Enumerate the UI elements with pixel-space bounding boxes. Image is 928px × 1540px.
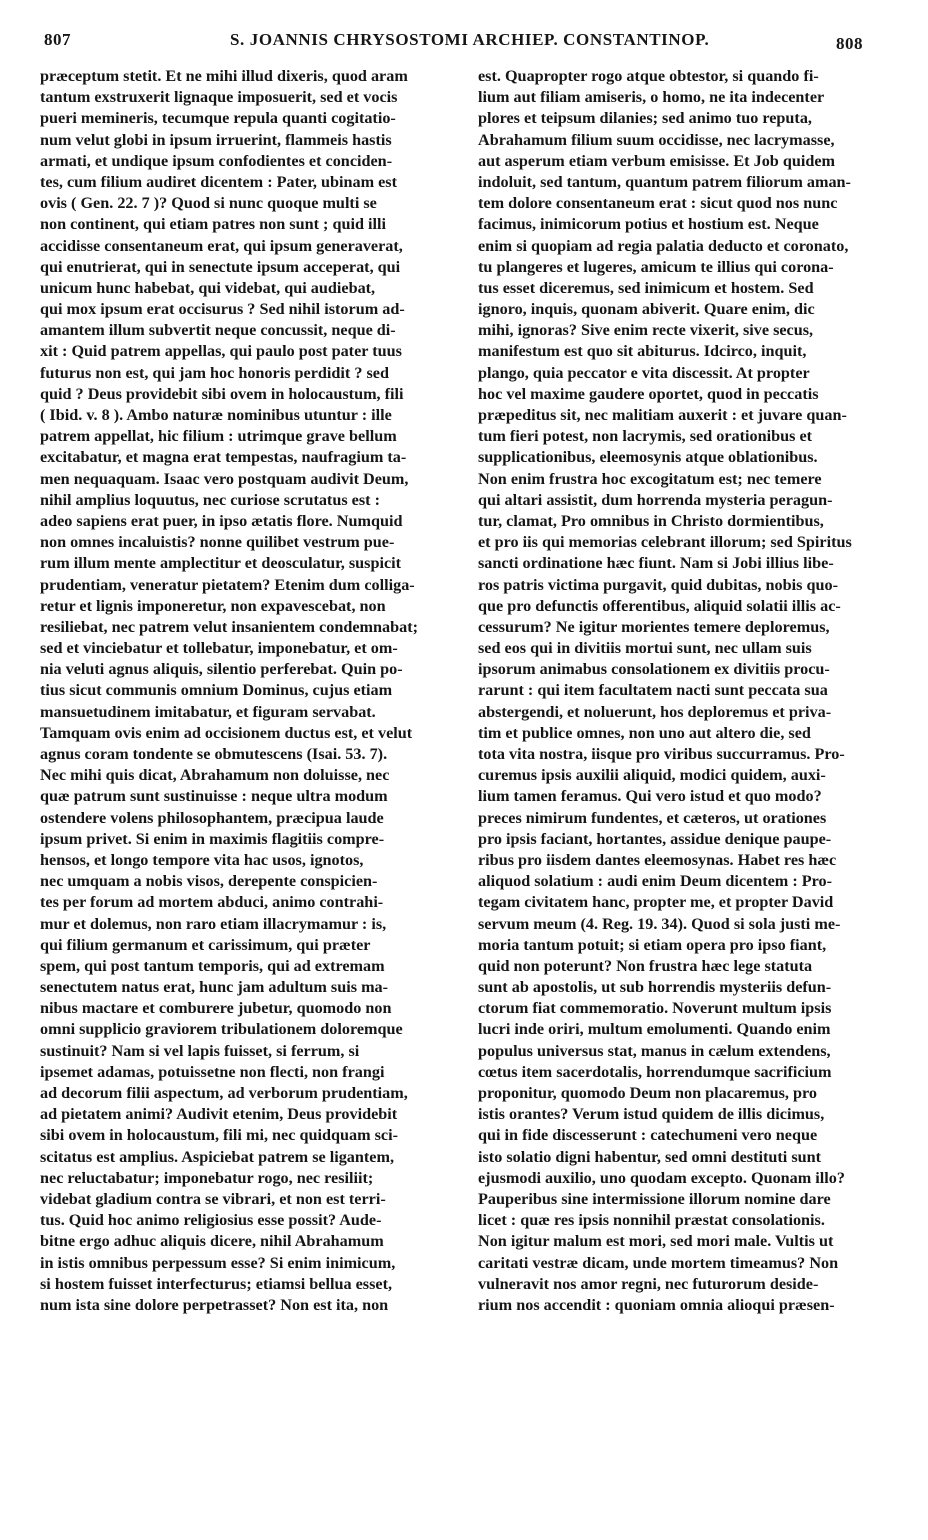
text-line: pueri memineris, tecumque repula quanti cogitatio- [40, 109, 396, 128]
text-line: hoc vel maxime gaudere oportet, quod in peccatis [478, 384, 819, 403]
text-line: abstergendi, et noluerunt, hos deploremus et priva- [478, 702, 832, 721]
text-line: tes per forum ad mortem abduci, animo contrahi- [40, 893, 384, 912]
text-line: preces nimirum fundentes, et cæteros, ut orationes [478, 808, 827, 827]
text-line: prudentiam, veneratur pietatem? Etenim dum colliga- [40, 575, 415, 594]
text-line: ipsorum animabus consolationem ex divitiis procu- [478, 660, 830, 679]
text-line: tantum exstruxerit lignaque imposuerit, sed et vocis [40, 88, 398, 107]
text-line: ros patris victima purgavit, quid dubitas, nobis quo- [478, 575, 838, 594]
text-line: facimus, inimicorum potius et hostium est. Neque [478, 215, 819, 234]
text-line: supplicationibus, eleemosynis atque oblationibus. [478, 448, 818, 467]
text-line: nihil amplius loquutus, nec curiose scrutatus est : [40, 490, 380, 509]
text-line: men nequaquam. Isaac vero postquam audivit Deum, [40, 469, 409, 488]
text-line: ad pietatem animi? Audivit etenim, Deus providebit [40, 1105, 398, 1124]
text-line: est. Quapropter rogo atque obtestor, si quando fi- [478, 67, 819, 85]
text-line: ejusmodi auxilio, uno quodam excepto. Quonam illo? [478, 1168, 845, 1187]
text-line: istis orantes? Verum istud quidem de illis dicimus, [478, 1105, 825, 1124]
text-line: nibus mactare et comburere jubetur, quomodo non [40, 999, 392, 1018]
text-line: sibi ovem in holocaustum, fili mi, nec quidquam sci- [40, 1126, 398, 1145]
text-line: quid ? Deus providebit sibi ovem in holocaustum, fili [40, 384, 404, 403]
text-line: tegam civitatem hanc, propter me, et propter David [478, 893, 834, 912]
text-line: mihi, ignoras? Sive enim recte vixerit, sive secus, [478, 321, 814, 340]
text-line: excitabatur, et magna erat tempestas, naufragium ta- [40, 448, 407, 467]
text-line: accidisse consentaneum erat, qui ipsum generaverat, [40, 236, 403, 255]
text-line: aliquod solatium : audi enim Deum dicentem : Pro- [478, 872, 833, 891]
text-line: tus esset diceremus, sed inimicum et hostem. Sed [478, 278, 814, 297]
text-line: unicum hunc habebat, qui videbat, qui audiebat, [40, 278, 376, 297]
text-line: que pro defunctis offerentibus, aliquid solatii illis ac- [478, 596, 841, 615]
text-line: tim et publice omnes, non uno aut altero die, sed [478, 723, 811, 742]
text-line: Tamquam ovis enim ad occisionem ductus est, et velut [40, 723, 413, 742]
text-line: tus. Quid hoc animo religiosius esse possit? Aude- [40, 1211, 382, 1230]
text-line: num ista sine dolore perpetrasset? Non est ita, non [40, 1295, 389, 1314]
text-line: tu plangeres et lugeres, amicum te illius qui corona- [478, 257, 834, 276]
text-line: isto solatio digni habentur, sed omni destituti sunt [478, 1147, 822, 1166]
text-line: retur et lignis imponeretur, non expavescebat, non [40, 596, 386, 615]
text-line: agnus coram tondente se obmutescens (Isai. 53. 7). [40, 745, 388, 763]
text-column-right [478, 66, 888, 1316]
page-number-right: 808 [836, 34, 863, 53]
text-line: armati, et undique ipsum confodientes et conciden- [40, 151, 393, 170]
text-line: tum fieri potest, non lacrymis, sed orationibus et [478, 427, 813, 446]
text-line: nec umquam a nobis visos, derepente conspicien- [40, 872, 378, 891]
text-line: ctorum fiat commemoratio. Noverunt multum ipsis [478, 999, 832, 1018]
text-line: ostendere volens philosophantem, præcipua laude [40, 808, 384, 827]
text-line: ad decorum filii aspectum, ad verborum prudentiam, [40, 1084, 408, 1102]
text-line: curemus ipsis auxilii aliquid, modici quidem, auxi- [478, 766, 826, 785]
text-line: quæ patrum sunt sustinuisse : neque ultra modum [40, 787, 388, 806]
text-line: tem dolore consentaneum erat : sicut quod nos nunc [478, 194, 838, 213]
text-line: et pro iis qui memorias celebrant illorum; sed Spiritus [478, 533, 852, 552]
text-line: resiliebat, nec patrem velut insanientem condemnabat; [40, 617, 418, 636]
text-line: Non igitur malum est mori, sed mori male. Vultis ut [478, 1232, 834, 1251]
text-line: hensos, et longo tempore vita hac usos, ignotos, [40, 850, 364, 869]
text-line: Non enim frustra hoc excogitatum est; nec temere [478, 469, 822, 488]
text-line: ignoro, inquis, quonam abiverit. Quare enim, dic [478, 300, 815, 319]
text-line: mansuetudinem imitabatur, et figuram servabat. [40, 702, 376, 721]
text-line: senectutem natus erat, hunc jam adultum suis ma- [40, 978, 389, 997]
text-line: manifestum est quo sit abiturus. Idcirco, inquit, [478, 342, 807, 361]
text-line: lium aut filiam amiseris, o homo, ne ita indecenter [478, 88, 825, 107]
text-line: bitne ergo adhuc aliquis dicere, nihil Abrahamum [40, 1232, 384, 1251]
text-line: ipsemet adamas, potuissetne non flecti, non frangi [40, 1062, 385, 1081]
text-line: qui mox ipsum erat occisurus ? Sed nihil istorum ad- [40, 300, 405, 319]
text-line: tius sicut communis omnium Dominus, cujus etiam [40, 681, 393, 700]
text-column-left [40, 66, 447, 1316]
text-line: nia veluti agnus aliquis, silentio perferebat. Quin po- [40, 660, 403, 679]
text-line: non continent, qui etiam patres non sunt ; quid illi [40, 215, 387, 234]
text-line: qui in fide discesserunt : catechumeni vero neque [478, 1126, 818, 1145]
text-line: num velut globi in ipsum irruerint, flammeis hastis [40, 130, 392, 149]
text-line: sed eos qui in divitiis mortui sunt, nec ullam suis [478, 639, 812, 658]
text-line: lucri inde oriri, multum emolumenti. Quando enim [478, 1020, 831, 1039]
text-line: sunt ab apostolis, ut sub horrendis mysteriis defun- [478, 978, 832, 997]
text-line: qui altari assistit, dum horrenda mysteria peragun- [478, 490, 833, 509]
text-line: qui filium germanum et carissimum, qui præter [40, 935, 371, 954]
text-line: tota vita nostra, iisque pro viribus succurramus. Pro- [478, 745, 845, 763]
text-line: sed et vinciebatur et tollebatur, imponebatur, et om- [40, 639, 398, 658]
text-line: ribus pro iisdem dantes eleemosynas. Habet res hæc [478, 850, 837, 869]
text-line: vulneravit nos amor regni, nec futurorum deside- [478, 1274, 819, 1293]
text-line: proponitur, quomodo Deum non placaremus, pro [478, 1084, 817, 1102]
text-line: adeo sapiens erat puer, in ipso ætatis flore. Numquid [40, 511, 403, 530]
text-line: pro ipsis faciant, hortantes, assidue denique paupe- [478, 829, 832, 848]
text-line: mur et dolemus, non raro etiam illacrymamur : is, [40, 914, 387, 933]
text-line: futurus non est, qui jam hoc honoris perdidit ? sed [40, 363, 389, 382]
text-line: præpeditus sit, nec malitiam auxerit : et juvare quan- [478, 406, 847, 424]
text-line: omni supplicio graviorem tribulationem doloremque [40, 1020, 403, 1039]
text-line: sancti ordinatione hæc fiunt. Nam si Jobi illius libe- [478, 554, 834, 573]
text-line: cœtus item sacerdotalis, horrendumque sacrificium [478, 1062, 832, 1081]
text-line: si hostem fuisset interfecturus; etiamsi bellua esset, [40, 1274, 393, 1293]
running-title: S. JOANNIS CHRYSOSTOMI ARCHIEP. CONSTANTINOP. [230, 30, 710, 49]
text-line: qui enutrierat, qui in senectute ipsum acceperat, qui [40, 257, 401, 276]
text-line: servum meum (4. Reg. 19. 34). Quod si sola justi me- [478, 914, 841, 933]
text-line: moria tantum potuit; si etiam opera pro ipso fiant, [478, 935, 827, 954]
text-line: indoluit, sed tantum, quantum patrem filiorum aman- [478, 172, 851, 191]
text-line: aut asperum etiam verbum emisisse. Et Job quidem [478, 151, 836, 170]
text-line: ipsum privet. Si enim in maximis flagitiis compre- [40, 829, 385, 848]
text-line: sustinuit? Nam si vel lapis fuisset, si ferrum, si [40, 1041, 360, 1060]
text-line: rum illum mente amplectitur et deosculatur, suspicit [40, 554, 402, 573]
text-line: videbat gladium contra se vibrari, et non est terri- [40, 1189, 386, 1208]
page-number-left: 807 [44, 30, 71, 49]
text-line: lium tamen feramus. Qui vero istud et quo modo? [478, 787, 822, 806]
text-line: tur, clamat, Pro omnibus in Christo dormientibus, [478, 511, 824, 530]
text-line: scitatus est amplius. Aspiciebat patrem se ligantem, [40, 1147, 395, 1166]
text-line: Abrahamum filium suum occidisse, nec lacrymasse, [478, 130, 835, 149]
text-line: plores et teipsum dilanies; sed animo tuo reputa, [478, 109, 812, 128]
text-line: in istis omnibus perpessum esse? Si enim inimicum, [40, 1253, 396, 1272]
text-line: plango, quia peccator e vita discessit. At propter [478, 363, 810, 382]
text-line: enim si quopiam ad regia palatia deducto et coronato, [478, 236, 849, 255]
text-line: tes, cum filium audiret dicentem : Pater, ubinam est [40, 172, 397, 191]
text-line: rium nos accendit : quoniam omnia alioqui præsen- [478, 1295, 835, 1314]
text-line: præceptum stetit. Et ne mihi illud dixeris, quod aram [40, 67, 408, 85]
text-line: ovis ( Gen. 22. 7 )? Quod si nunc quoque multi se [40, 194, 377, 213]
text-line: amantem illum subvertit neque concussit, neque di- [40, 321, 396, 340]
text-line: spem, qui post tantum temporis, qui ad extremam [40, 956, 385, 975]
text-line: populus universus stat, manus in cælum extendens, [478, 1041, 831, 1060]
text-line: patrem appellat, hic filium : utrimque grave bellum [40, 427, 397, 446]
text-line: quid non poterunt? Non frustra hæc lege statuta [478, 956, 813, 975]
text-line: ( Ibid. v. 8 ). Ambo naturæ nominibus utuntur : ille [40, 406, 392, 424]
text-line: licet : quæ res ipsis nonnihil præstat consolationis. [478, 1211, 825, 1230]
text-line: rarunt : qui item facultatem nacti sunt peccata sua [478, 681, 828, 700]
text-line: cessurum? Ne igitur morientes temere deploremus, [478, 617, 830, 636]
text-line: Pauperibus sine intermissione illorum nomine dare [478, 1189, 831, 1208]
text-line: non omnes incaluistis? nonne quilibet vestrum pue- [40, 533, 395, 552]
text-line: Nec mihi quis dicat, Abrahamum non doluisse, nec [40, 766, 390, 785]
text-line: xit : Quid patrem appellas, qui paulo post pater tuus [40, 342, 402, 361]
text-line: nec reluctabatur; imponebatur rogo, nec resiliit; [40, 1168, 374, 1187]
text-line: caritati vestræ dicam, unde mortem timeamus? Non [478, 1253, 839, 1272]
